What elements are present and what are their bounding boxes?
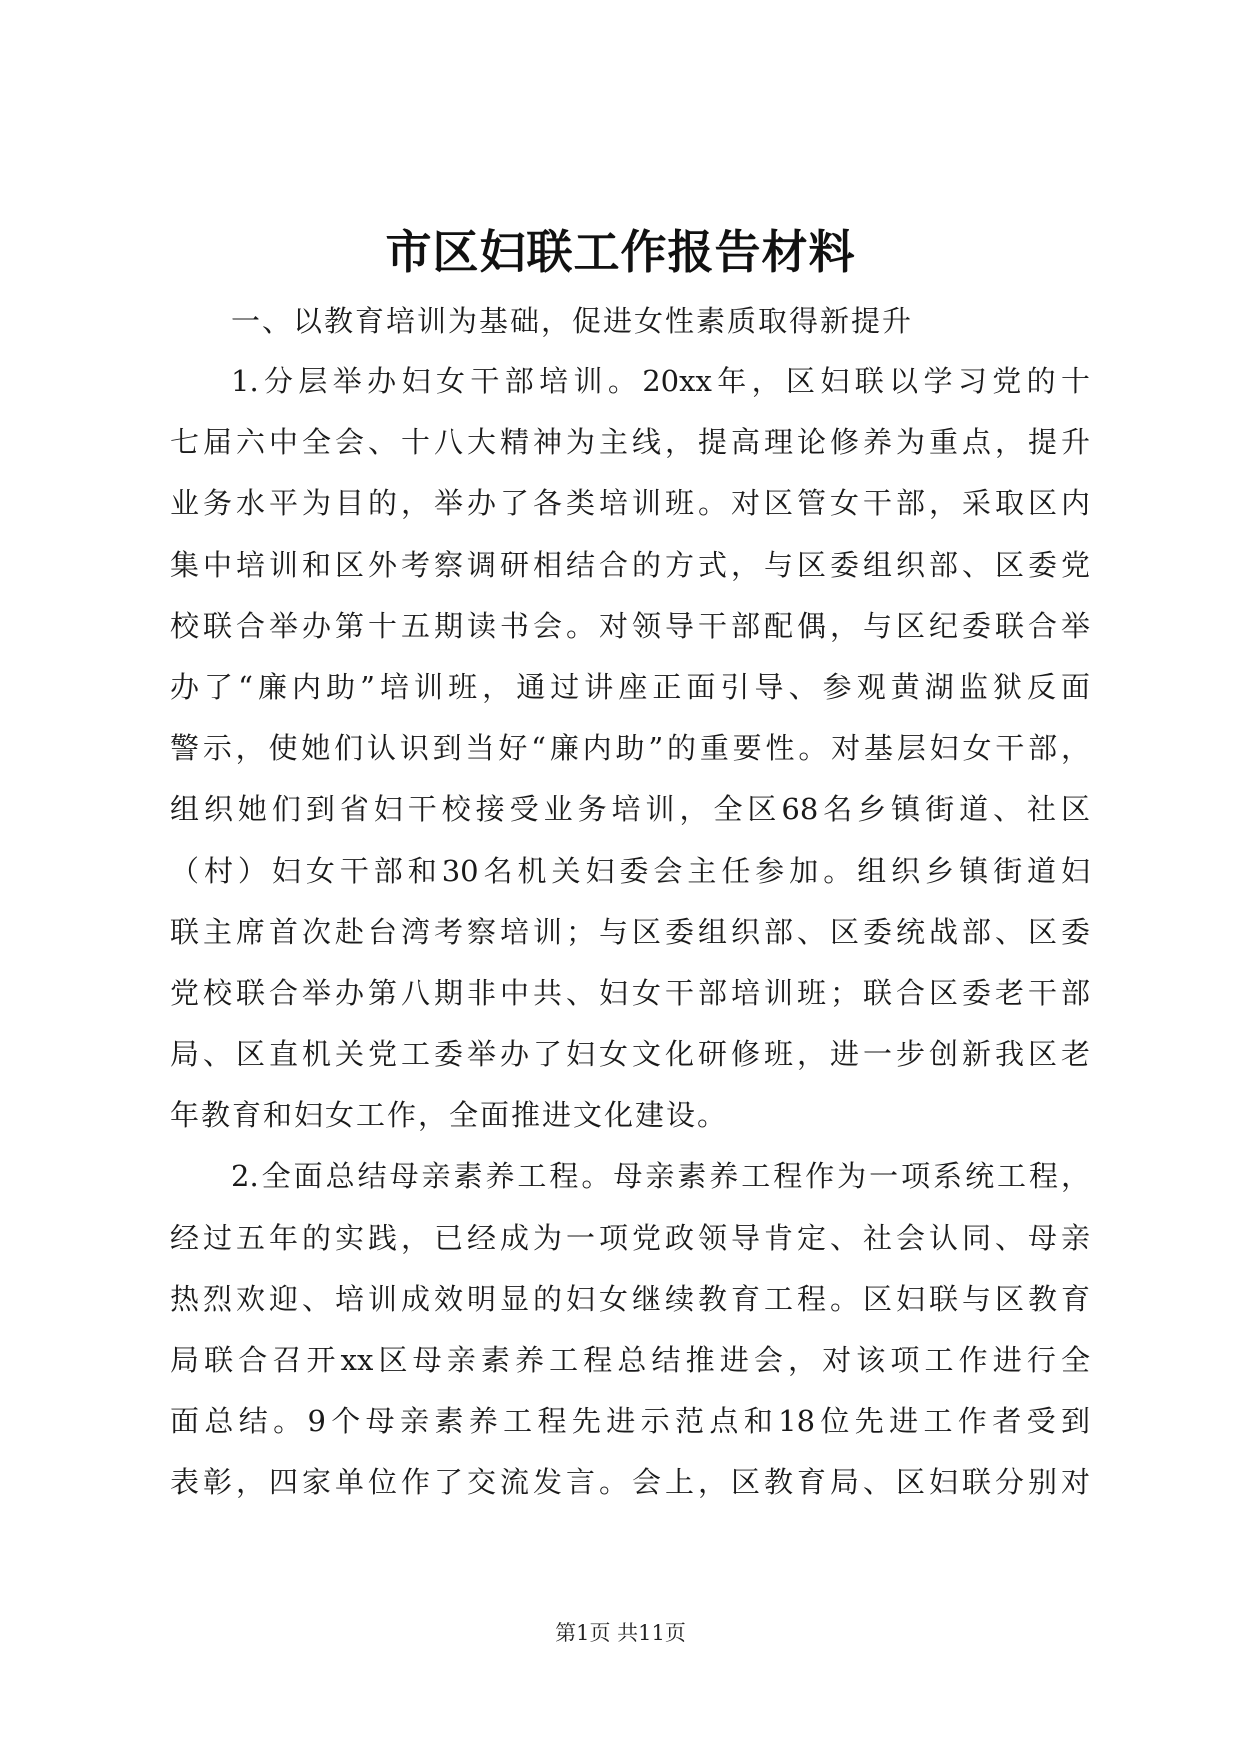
document-title: 市区妇联工作报告材料 [385, 225, 856, 279]
paragraph-line: 热烈欢迎、培训成效明显的妇女继续教育工程。区妇联与区教育 [170, 1281, 1090, 1316]
paragraph-line: 校联合举办第十五期读书会。对领导干部配偶，与区纪委联合举 [170, 608, 1090, 643]
paragraph-line: 联主席首次赴台湾考察培训；与区委组织部、区委统战部、区委 [170, 914, 1090, 949]
paragraph-line: 警示，使她们认识到当好“廉内助”的重要性。对基层妇女干部， [170, 731, 1090, 766]
paragraph-line: 七届六中全会、十八大精神为主线，提高理论修养为重点，提升 [170, 425, 1090, 460]
paragraph-line: 党校联合举办第八期非中共、妇女干部培训班；联合区委老干部 [170, 975, 1090, 1010]
paragraph-line: 2.全面总结母亲素养工程。母亲素养工程作为一项系统工程， [231, 1159, 1090, 1194]
paragraph-line: 经过五年的实践，已经成为一项党政领导肯定、社会认同、母亲 [170, 1220, 1090, 1255]
paragraph-line: （村）妇女干部和30名机关妇委会主任参加。组织乡镇街道妇 [170, 853, 1090, 888]
page-footer: 第1页 共11页 [555, 1621, 686, 1645]
body-text [170, 358, 1090, 1521]
paragraph-line: 组织她们到省妇干校接受业务培训，全区68名乡镇街道、社区 [170, 792, 1090, 827]
paragraph-line: 集中培训和区外考察调研相结合的方式，与区委组织部、区委党 [170, 547, 1090, 582]
paragraph-line: 1.分层举办妇女干部培训。20xx年，区妇联以学习党的十 [231, 364, 1090, 398]
paragraph-line: 面总结。9个母亲素养工程先进示范点和18位先进工作者受到 [170, 1404, 1090, 1439]
paragraph-line: 局联合召开xx区母亲素养工程总结推进会，对该项工作进行全 [170, 1343, 1090, 1377]
paragraph-line: 局、区直机关党工委举办了妇女文化研修班，进一步创新我区老 [170, 1037, 1090, 1072]
paragraph-line: 表彰，四家单位作了交流发言。会上，区教育局、区妇联分别对 [170, 1465, 1090, 1500]
paragraph-line: 办了“廉内助”培训班，通过讲座正面引导、参观黄湖监狱反面 [170, 669, 1090, 704]
section-heading: 一、以教育培训为基础，促进女性素质取得新提升 [231, 304, 914, 338]
paragraph-line: 年教育和妇女工作，全面推进文化建设。 [170, 1098, 729, 1133]
paragraph-line: 业务水平为目的，举办了各类培训班。对区管女干部，采取区内 [170, 486, 1090, 521]
